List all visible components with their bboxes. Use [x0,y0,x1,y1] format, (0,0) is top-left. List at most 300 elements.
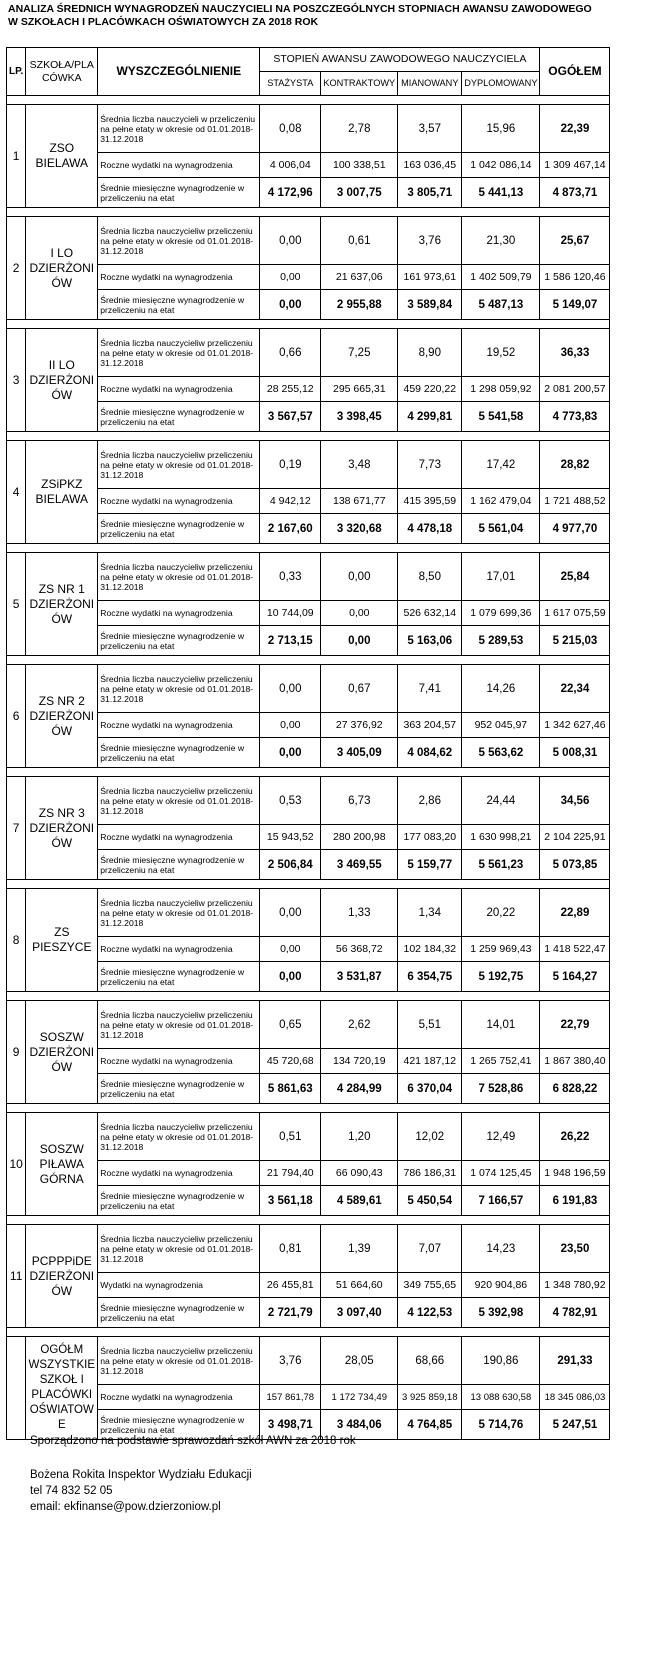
school-cell: SOSZW DZIERŻONI ÓW [26,1001,98,1104]
value-cell-mianowany: 8,50 [398,553,462,601]
value-cell-total: 4 977,70 [540,514,610,544]
table-row [7,713,610,738]
table-row [7,937,610,962]
value-cell-stazysta: 0,00 [260,713,321,738]
value-cell-mianowany: 7,07 [398,1225,462,1273]
value-cell-total: 22,79 [540,1001,610,1049]
value-cell-mianowany: 102 184,32 [398,937,462,962]
value-cell-dyplomowany: 14,26 [462,665,540,713]
value-cell-stazysta: 0,08 [260,105,321,153]
value-cell-mianowany: 415 395,59 [398,489,462,514]
school-cell: PCPPPiDE DZIERŻONI ÓW [26,1225,98,1328]
value-cell-dyplomowany: 5 541,58 [462,402,540,432]
value-cell-stazysta: 0,00 [260,889,321,937]
value-cell-stazysta: 0,00 [260,962,321,992]
table-row [7,1161,610,1186]
title-line-1: ANALIZA ŚREDNICH WYNAGRODZEŃ NAUCZYCIELI NA POSZCZEGÓLNYCH STOPNIACH AWANSU ZAWODOWEGO [8,3,592,15]
value-cell-stazysta: 0,53 [260,777,321,825]
value-cell-total: 4 873,71 [540,178,610,208]
school-cell: ZSiPKZ BIELAWA [26,441,98,544]
value-cell-total: 4 782,91 [540,1298,610,1328]
spacer-cell [7,432,610,441]
value-cell-dyplomowany: 14,01 [462,1001,540,1049]
value-cell-kontraktowy: 1,39 [321,1225,398,1273]
value-cell-stazysta: 0,19 [260,441,321,489]
table-row [7,1337,610,1385]
value-cell-mianowany: 4 122,53 [398,1298,462,1328]
value-cell-kontraktowy: 3 007,75 [321,178,398,208]
value-cell-kontraktowy: 4 284,99 [321,1074,398,1104]
value-cell-dyplomowany: 5 561,23 [462,850,540,880]
description-cell: Średnia liczba nauczycieli w przeliczeniu na pełne etaty w okresie od 01.01.2018-31.12.2018 [98,105,260,153]
description-cell: Roczne wydatki na wynagrodzenia [98,377,260,402]
value-cell-dyplomowany: 190,86 [462,1337,540,1385]
lp-cell: 8 [7,889,26,992]
header-stazysta: STAŻYSTA [260,72,321,96]
value-cell-stazysta: 0,00 [260,290,321,320]
value-cell-dyplomowany: 952 045,97 [462,713,540,738]
value-cell-dyplomowany: 1 298 059,92 [462,377,540,402]
table-row [7,402,610,432]
spacer-row [7,1216,610,1225]
value-cell-stazysta: 157 861,78 [260,1385,321,1410]
description-cell: Średnia liczba nauczycieliw przeliczeniu na pełne etaty w okresie od 01.01.2018-31.12.2018 [98,889,260,937]
description-cell: Wydatki na wynagrodzenia [98,1273,260,1298]
value-cell-mianowany: 363 204,57 [398,713,462,738]
value-cell-total: 291,33 [540,1337,610,1385]
value-cell-stazysta: 0,51 [260,1113,321,1161]
value-cell-total: 6 828,22 [540,1074,610,1104]
header-total: OGÓŁEM [540,48,610,96]
description-cell: Roczne wydatki na wynagrodzenia [98,825,260,850]
value-cell-dyplomowany: 1 042 086,14 [462,153,540,178]
value-cell-total: 22,34 [540,665,610,713]
value-cell-dyplomowany: 7 528,86 [462,1074,540,1104]
spacer-row [7,432,610,441]
description-cell: Średnie miesięczne wynagrodzenie w przeliczeniu na etat [98,1298,260,1328]
lp-cell: 4 [7,441,26,544]
value-cell-total: 2 081 200,57 [540,377,610,402]
value-cell-total: 1 617 075,59 [540,601,610,626]
value-cell-mianowany: 7,41 [398,665,462,713]
value-cell-dyplomowany: 12,49 [462,1113,540,1161]
value-cell-stazysta: 4 172,96 [260,178,321,208]
table-row [7,626,610,656]
value-cell-dyplomowany: 15,96 [462,105,540,153]
value-cell-dyplomowany: 17,01 [462,553,540,601]
value-cell-kontraktowy: 3 320,68 [321,514,398,544]
table-row [7,962,610,992]
value-cell-mianowany: 161 973,61 [398,265,462,290]
value-cell-dyplomowany: 5 487,13 [462,290,540,320]
header-mianowany: MIANOWANY [398,72,462,96]
value-cell-total: 5 149,07 [540,290,610,320]
value-cell-mianowany: 349 755,65 [398,1273,462,1298]
value-cell-kontraktowy: 51 664,60 [321,1273,398,1298]
value-cell-kontraktowy: 1,20 [321,1113,398,1161]
value-cell-mianowany: 421 187,12 [398,1049,462,1074]
value-cell-mianowany: 526 632,14 [398,601,462,626]
value-cell-kontraktowy: 2,62 [321,1001,398,1049]
header-kontraktowy: KONTRAKTOWY [321,72,398,96]
value-cell-stazysta: 26 455,81 [260,1273,321,1298]
description-cell: Średnia liczba nauczycieliw przeliczeniu na pełne etaty w okresie od 01.01.2018-31.12.2018 [98,441,260,489]
table-row [7,265,610,290]
table-row [7,1273,610,1298]
description-cell: Średnie miesięczne wynagrodzenie w przeliczeniu na etat [98,626,260,656]
value-cell-stazysta: 0,33 [260,553,321,601]
description-cell: Średnie miesięczne wynagrodzenie w przeliczeniu na etat [98,962,260,992]
description-cell: Roczne wydatki na wynagrodzenia [98,601,260,626]
value-cell-total: 34,56 [540,777,610,825]
value-cell-total: 23,50 [540,1225,610,1273]
value-cell-kontraktowy: 1,33 [321,889,398,937]
lp-cell: 5 [7,553,26,656]
table-row [7,665,610,713]
value-cell-total: 1 348 780,92 [540,1273,610,1298]
lp-cell: 9 [7,1001,26,1104]
spacer-row [7,96,610,105]
description-cell: Średnie miesięczne wynagrodzenie w przeliczeniu na etat [98,514,260,544]
value-cell-total: 5 008,31 [540,738,610,768]
value-cell-dyplomowany: 920 904,86 [462,1273,540,1298]
value-cell-total: 1 586 120,46 [540,265,610,290]
value-cell-kontraktowy: 3 484,06 [321,1410,398,1440]
value-cell-stazysta: 3 498,71 [260,1410,321,1440]
header-dyplomowany: DYPLOMOWANY [462,72,540,96]
description-cell: Roczne wydatki na wynagrodzenia [98,1385,260,1410]
description-cell: Średnia liczba nauczycieliw przeliczeniu na pełne etaty w okresie od 01.01.2018-31.12.2018 [98,1113,260,1161]
description-cell: Średnia liczba nauczycieliw przeliczeniu na pełne etaty w okresie od 01.01.2018-31.12.2018 [98,665,260,713]
table-row [7,178,610,208]
value-cell-mianowany: 4 764,85 [398,1410,462,1440]
value-cell-mianowany: 68,66 [398,1337,462,1385]
value-cell-mianowany: 12,02 [398,1113,462,1161]
description-cell: Średnia liczba nauczycieliw przeliczeniu na pełne etaty w okresie od 01.01.2018-31.12.2018 [98,553,260,601]
value-cell-stazysta: 0,00 [260,265,321,290]
table-row [7,153,610,178]
value-cell-kontraktowy: 0,61 [321,217,398,265]
value-cell-stazysta: 4 006,04 [260,153,321,178]
table-row [7,489,610,514]
spacer-row [7,992,610,1001]
table-row [7,825,610,850]
spacer-cell [7,992,610,1001]
value-cell-mianowany: 177 083,20 [398,825,462,850]
value-cell-mianowany: 1,34 [398,889,462,937]
value-cell-kontraktowy: 280 200,98 [321,825,398,850]
description-cell: Średnia liczba nauczycieliw przeliczeniu na pełne etaty w okresie od 01.01.2018-31.12.2018 [98,1225,260,1273]
table-row [7,1049,610,1074]
spacer-row [7,320,610,329]
description-cell: Roczne wydatki na wynagrodzenia [98,153,260,178]
value-cell-stazysta: 0,66 [260,329,321,377]
description-cell: Średnia liczba nauczycieliw przeliczeniu na pełne etaty w okresie od 01.01.2018-31.12.2018 [98,329,260,377]
value-cell-kontraktowy: 28,05 [321,1337,398,1385]
description-cell: Średnia liczba nauczycieliw przeliczeniu na pełne etaty w okresie od 01.01.2018-31.12.2018 [98,217,260,265]
value-cell-dyplomowany: 1 079 699,36 [462,601,540,626]
value-cell-total: 5 247,51 [540,1410,610,1440]
value-cell-total: 25,84 [540,553,610,601]
value-cell-stazysta: 0,65 [260,1001,321,1049]
value-cell-total: 4 773,83 [540,402,610,432]
value-cell-dyplomowany: 17,42 [462,441,540,489]
spacer-cell [7,96,610,105]
description-cell: Średnie miesięczne wynagrodzenie w przeliczeniu na etat [98,1186,260,1216]
value-cell-kontraktowy: 6,73 [321,777,398,825]
value-cell-total: 1 948 196,59 [540,1161,610,1186]
value-cell-kontraktowy: 3 531,87 [321,962,398,992]
value-cell-stazysta: 3 567,57 [260,402,321,432]
description-cell: Średnie miesięczne wynagrodzenie w przeliczeniu na etat [98,1410,260,1440]
value-cell-dyplomowany: 5 392,98 [462,1298,540,1328]
value-cell-mianowany: 6 370,04 [398,1074,462,1104]
value-cell-kontraktowy: 0,00 [321,601,398,626]
table-row [7,1113,610,1161]
value-cell-kontraktowy: 1 172 734,49 [321,1385,398,1410]
value-cell-dyplomowany: 5 561,04 [462,514,540,544]
value-cell-kontraktowy: 7,25 [321,329,398,377]
value-cell-dyplomowany: 1 259 969,43 [462,937,540,962]
table-body [7,96,610,1440]
value-cell-dyplomowany: 5 192,75 [462,962,540,992]
lp-cell: 1 [7,105,26,208]
value-cell-total: 1 721 488,52 [540,489,610,514]
value-cell-kontraktowy: 0,00 [321,626,398,656]
value-cell-dyplomowany: 13 088 630,58 [462,1385,540,1410]
lp-cell: 11 [7,1225,26,1328]
value-cell-total: 22,89 [540,889,610,937]
value-cell-stazysta: 15 943,52 [260,825,321,850]
value-cell-kontraktowy: 66 090,43 [321,1161,398,1186]
school-cell: ZSO BIELAWA [26,105,98,208]
value-cell-dyplomowany: 1 265 752,41 [462,1049,540,1074]
description-cell: Roczne wydatki na wynagrodzenia [98,713,260,738]
spacer-row [7,656,610,665]
value-cell-kontraktowy: 0,00 [321,553,398,601]
table-row [7,290,610,320]
spacer-cell [7,208,610,217]
spacer-cell [7,1216,610,1225]
value-cell-dyplomowany: 5 714,76 [462,1410,540,1440]
value-cell-dyplomowany: 14,23 [462,1225,540,1273]
table-row [7,601,610,626]
description-cell: Roczne wydatki na wynagrodzenia [98,1161,260,1186]
value-cell-mianowany: 5 163,06 [398,626,462,656]
value-cell-kontraktowy: 138 671,77 [321,489,398,514]
table-row [7,217,610,265]
value-cell-dyplomowany: 21,30 [462,217,540,265]
value-cell-total: 22,39 [540,105,610,153]
value-cell-kontraktowy: 4 589,61 [321,1186,398,1216]
table-row [7,105,610,153]
value-cell-mianowany: 8,90 [398,329,462,377]
value-cell-stazysta: 2 167,60 [260,514,321,544]
value-cell-mianowany: 6 354,75 [398,962,462,992]
value-cell-mianowany: 3 805,71 [398,178,462,208]
spacer-row [7,544,610,553]
spacer-cell [7,880,610,889]
value-cell-dyplomowany: 7 166,57 [462,1186,540,1216]
value-cell-mianowany: 3,76 [398,217,462,265]
spacer-row [7,768,610,777]
value-cell-mianowany: 3 589,84 [398,290,462,320]
value-cell-stazysta: 28 255,12 [260,377,321,402]
spacer-row [7,208,610,217]
value-cell-stazysta: 0,81 [260,1225,321,1273]
footer-source: Sporządzono na podstawie sprawozdań szkół AWN za 2018 rok [30,1435,356,1447]
spacer-cell [7,656,610,665]
value-cell-stazysta: 45 720,68 [260,1049,321,1074]
value-cell-dyplomowany: 19,52 [462,329,540,377]
value-cell-total: 1 418 522,47 [540,937,610,962]
description-cell: Średnia liczba nauczycieliw przeliczeniu na pełne etaty w okresie od 01.01.2018-31.12.2018 [98,1337,260,1385]
table-row [7,1298,610,1328]
value-cell-kontraktowy: 2,78 [321,105,398,153]
school-cell: II LO DZIERŻONI ÓW [26,329,98,432]
description-cell: Średnia liczba nauczycieliw przeliczeniu na pełne etaty w okresie od 01.01.2018-31.12.2018 [98,777,260,825]
value-cell-stazysta: 5 861,63 [260,1074,321,1104]
value-cell-dyplomowany: 5 563,62 [462,738,540,768]
value-cell-dyplomowany: 1 074 125,45 [462,1161,540,1186]
spacer-cell [7,1104,610,1113]
school-cell: ZS NR 2 DZIERŻONI ÓW [26,665,98,768]
lp-cell: 2 [7,217,26,320]
lp-cell: 6 [7,665,26,768]
lp-cell: 7 [7,777,26,880]
value-cell-dyplomowany: 5 441,13 [462,178,540,208]
table-row [7,1001,610,1049]
value-cell-dyplomowany: 1 402 509,79 [462,265,540,290]
school-cell: ZS NR 1 DZIERŻONI ÓW [26,553,98,656]
value-cell-mianowany: 459 220,22 [398,377,462,402]
header-advancement-level: STOPIEŃ AWANSU ZAWODOWEGO NAUCZYCIELA [260,48,540,72]
school-cell: ZS NR 3 DZIERŻONI ÓW [26,777,98,880]
value-cell-total: 26,22 [540,1113,610,1161]
description-cell: Roczne wydatki na wynagrodzenia [98,937,260,962]
lp-cell: 3 [7,329,26,432]
table-row [7,329,610,377]
table-row [7,377,610,402]
description-cell: Roczne wydatki na wynagrodzenia [98,265,260,290]
value-cell-mianowany: 4 299,81 [398,402,462,432]
lp-cell [7,1337,26,1440]
value-cell-dyplomowany: 24,44 [462,777,540,825]
value-cell-total: 18 345 086,03 [540,1385,610,1410]
value-cell-kontraktowy: 100 338,51 [321,153,398,178]
spacer-row [7,880,610,889]
value-cell-mianowany: 786 186,31 [398,1161,462,1186]
value-cell-kontraktowy: 134 720,19 [321,1049,398,1074]
spacer-row [7,1104,610,1113]
table-row [7,1385,610,1410]
value-cell-mianowany: 4 084,62 [398,738,462,768]
value-cell-stazysta: 2 506,84 [260,850,321,880]
description-cell: Średnie miesięczne wynagrodzenie w przeliczeniu na etat [98,738,260,768]
value-cell-mianowany: 5,51 [398,1001,462,1049]
value-cell-stazysta: 2 721,79 [260,1298,321,1328]
value-cell-mianowany: 3 925 859,18 [398,1385,462,1410]
description-cell: Średnie miesięczne wynagrodzenie w przeliczeniu na etat [98,850,260,880]
school-cell: ZS PIESZYCE [26,889,98,992]
value-cell-dyplomowany: 1 162 479,04 [462,489,540,514]
value-cell-kontraktowy: 3 405,09 [321,738,398,768]
value-cell-mianowany: 163 036,45 [398,153,462,178]
description-cell: Średnie miesięczne wynagrodzenie w przeliczeniu na etat [98,1074,260,1104]
value-cell-kontraktowy: 295 665,31 [321,377,398,402]
value-cell-kontraktowy: 21 637,06 [321,265,398,290]
value-cell-kontraktowy: 56 368,72 [321,937,398,962]
value-cell-total: 1 867 380,40 [540,1049,610,1074]
description-cell: Roczne wydatki na wynagrodzenia [98,1049,260,1074]
school-cell: OGÓŁM WSZYSTKIE SZKOŁ I PLACÓWKI OŚWIATOW E [26,1337,98,1440]
spacer-cell [7,544,610,553]
value-cell-total: 2 104 225,91 [540,825,610,850]
description-cell: Roczne wydatki na wynagrodzenia [98,489,260,514]
value-cell-mianowany: 5 450,54 [398,1186,462,1216]
value-cell-mianowany: 2,86 [398,777,462,825]
value-cell-total: 25,67 [540,217,610,265]
value-cell-kontraktowy: 2 955,88 [321,290,398,320]
description-cell: Średnia liczba nauczycieliw przeliczeniu na pełne etaty w okresie od 01.01.2018-31.12.2018 [98,1001,260,1049]
table-row [7,1186,610,1216]
lp-cell: 10 [7,1113,26,1216]
table-row [7,441,610,489]
value-cell-stazysta: 0,00 [260,738,321,768]
value-cell-total: 5 073,85 [540,850,610,880]
document-title [8,3,638,29]
value-cell-stazysta: 10 744,09 [260,601,321,626]
value-cell-mianowany: 4 478,18 [398,514,462,544]
table-row [7,1225,610,1273]
value-cell-dyplomowany: 20,22 [462,889,540,937]
spacer-row [7,1328,610,1337]
value-cell-stazysta: 3 561,18 [260,1186,321,1216]
header-lp: LP. [7,48,26,96]
description-cell: Średnie miesięczne wynagrodzenie w przeliczeniu na etat [98,402,260,432]
value-cell-total: 5 164,27 [540,962,610,992]
value-cell-stazysta: 3,76 [260,1337,321,1385]
value-cell-total: 36,33 [540,329,610,377]
salary-analysis-table [6,47,610,1440]
table-row [7,738,610,768]
title-line-2: W SZKOŁACH I PLACÓWKACH OŚWIATOWYCH ZA 2018 ROK [8,16,319,28]
table-row [7,850,610,880]
table-row [7,553,610,601]
value-cell-stazysta: 0,00 [260,665,321,713]
value-cell-stazysta: 21 794,40 [260,1161,321,1186]
value-cell-kontraktowy: 3 398,45 [321,402,398,432]
value-cell-dyplomowany: 1 630 998,21 [462,825,540,850]
value-cell-kontraktowy: 3 469,55 [321,850,398,880]
table-row [7,889,610,937]
footer-email: email: ekfinanse@pow.dzierzoniow.pl [30,1501,221,1513]
table-row [7,1074,610,1104]
table-row [7,514,610,544]
spacer-cell [7,768,610,777]
table-row [7,777,610,825]
value-cell-total: 28,82 [540,441,610,489]
spacer-cell [7,320,610,329]
value-cell-kontraktowy: 27 376,92 [321,713,398,738]
value-cell-stazysta: 4 942,12 [260,489,321,514]
value-cell-stazysta: 0,00 [260,937,321,962]
value-cell-total: 5 215,03 [540,626,610,656]
value-cell-kontraktowy: 3 097,40 [321,1298,398,1328]
value-cell-total: 1 309 467,14 [540,153,610,178]
value-cell-stazysta: 0,00 [260,217,321,265]
description-cell: Średnie miesięczne wynagrodzenie w przeliczeniu na etat [98,290,260,320]
